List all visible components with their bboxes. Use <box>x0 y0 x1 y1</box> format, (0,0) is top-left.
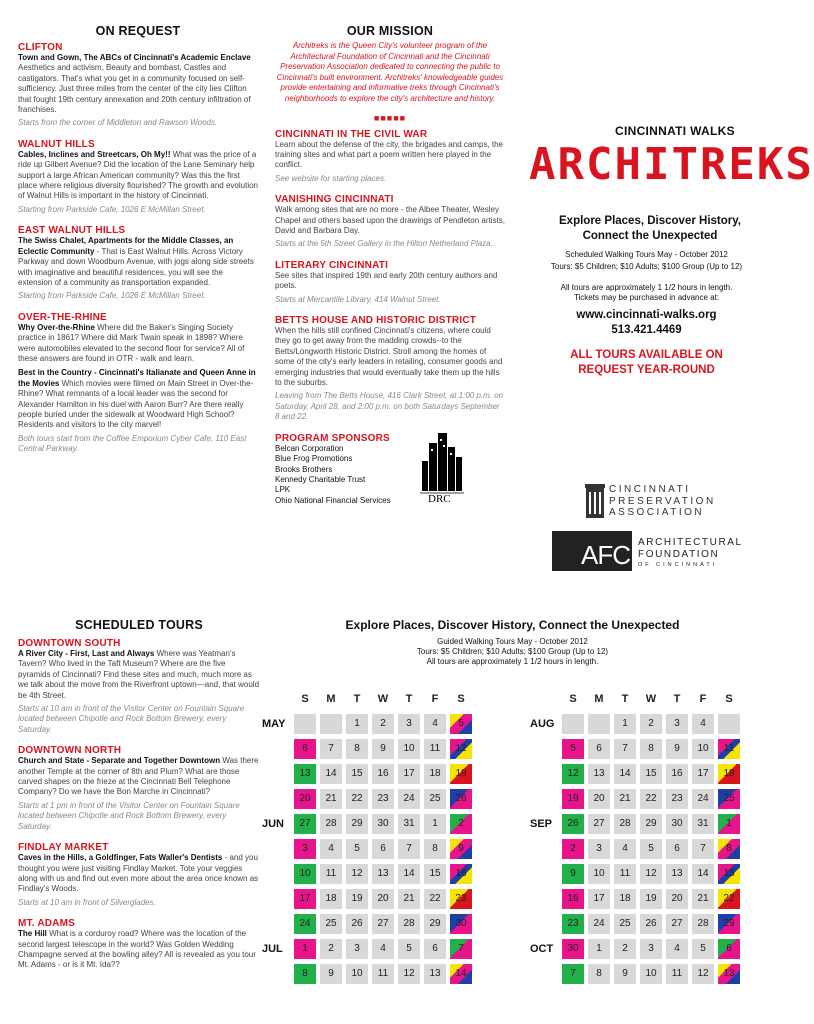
weekday-label: F <box>431 692 439 705</box>
calendar-week <box>262 936 476 961</box>
calendar-day: 16 <box>666 764 688 784</box>
calendar-day: 7 <box>614 739 636 759</box>
calendar-day: 24 <box>398 789 420 809</box>
calendar-day: 1 <box>424 814 446 834</box>
sponsor-item: Kennedy Charitable Trust <box>275 474 366 484</box>
section-text: The Hill What is a corduroy road? Where was the location of the second largest telescope in the world? Was Golden Wedding Champagne served at the bowling alley? All is revealed as you tour Mt. Adams - or is it Mt. Ida?? <box>18 929 256 970</box>
calendar-day: 22 <box>718 889 740 909</box>
section-text: Cables, Inclines and Streetcars, Oh My!! What was the price of a ride up Gilbert Avenue? Did the location of the Lane Seminary help support a large African American community? Was this the first place where religious diversity flourished? The growth and evolution of Walnut Hills is important in the history of Cincinnati. <box>18 149 258 201</box>
cincinnati-walks: CINCINNATI WALKS <box>615 124 735 138</box>
calendar-day: 11 <box>372 964 394 984</box>
calendar-day: 30 <box>562 939 584 959</box>
calendar-day: 13 <box>718 964 740 984</box>
calendar-day: 12 <box>450 739 472 759</box>
calendar-day: 12 <box>562 764 584 784</box>
calendar-day: 24 <box>294 914 316 934</box>
calendar-day: 28 <box>692 914 714 934</box>
section-heading: WALNUT HILLS <box>18 138 95 150</box>
on-request-title: ON REQUEST <box>95 24 181 38</box>
calendar-day: 17 <box>588 889 610 909</box>
afc-line: FOUNDATION <box>638 548 720 560</box>
section-heading: BETTS HOUSE AND HISTORIC DISTRICT <box>275 315 477 327</box>
calendar-day: 1 <box>718 814 740 834</box>
calendar-day: 22 <box>424 889 446 909</box>
weekday-label: S <box>725 692 733 705</box>
calendar-day: 24 <box>588 914 610 934</box>
weekday-label: T <box>621 692 629 705</box>
calendar-day: 7 <box>320 739 342 759</box>
calendar-week <box>262 811 476 836</box>
calendar-day: 5 <box>640 839 662 859</box>
calendar-week <box>530 761 744 786</box>
available-notice: ALL TOURS AVAILABLE ON REQUEST YEAR-ROUND <box>570 349 723 376</box>
sponsor-item: Blue Frog Promotions <box>275 454 353 464</box>
weekday-label: M <box>326 692 336 705</box>
calendar-day: 29 <box>424 914 446 934</box>
calendar-day: 2 <box>640 714 662 734</box>
calendar-day: 6 <box>588 739 610 759</box>
calendar-day: 10 <box>640 964 662 984</box>
calendar-day: 16 <box>450 864 472 884</box>
calendar-may-jul <box>262 686 476 986</box>
section-text: Caves in the Hills, a Goldfinger, Fats Waller's Dentists - and you thought you were just visiting Findlay Market. Tote your veggies along with us and find out even more about the area once known as Findlay's Woods. <box>18 853 259 894</box>
calendar-day: 30 <box>666 814 688 834</box>
month-label: OCT <box>530 942 554 955</box>
calendar-day: 29 <box>346 814 368 834</box>
section-start: Starting from Parkside Cafe, 1026 E McMillan Street. <box>18 204 206 214</box>
calendar-day: 12 <box>692 964 714 984</box>
calendar-day: 2 <box>562 839 584 859</box>
section-start: Starts at 10 am in front of the Visitor Center on Fountain Square located between Chipotle and Rock Bottom Brewery, every Saturday. <box>18 704 245 734</box>
calendar-day: 1 <box>346 714 368 734</box>
divider-dots: ■■■■■ <box>373 112 407 123</box>
calendar-day: 30 <box>372 814 394 834</box>
calendar-day: 17 <box>398 764 420 784</box>
building-icon <box>585 484 605 518</box>
calendar-day: 26 <box>640 914 662 934</box>
calendar-day: 3 <box>640 939 662 959</box>
calendar-day: 20 <box>372 889 394 909</box>
calendar-day: 29 <box>718 914 740 934</box>
section-heading: CINCINNATI IN THE CIVIL WAR <box>275 128 428 140</box>
phone-number: 513.421.4469 <box>611 324 682 336</box>
section-heading: FINDLAY MARKET <box>18 842 109 854</box>
calendar-day: 25 <box>320 914 342 934</box>
calendar-day: 18 <box>424 764 446 784</box>
calendar-day: 1 <box>294 939 316 959</box>
calendar-day: 15 <box>424 864 446 884</box>
calendar-day: 4 <box>320 839 342 859</box>
calendar-day <box>588 714 610 734</box>
sponsors-block <box>275 433 505 509</box>
cpa-line: CINCINNATI <box>609 484 691 495</box>
section-start: Starts at 10 am in front of Silverglades. <box>18 897 156 907</box>
calendar-day: 11 <box>614 864 636 884</box>
calendar-day: 6 <box>294 739 316 759</box>
calendar-week <box>262 786 476 811</box>
weekday-label: W <box>377 692 389 705</box>
calendar-day: 2 <box>320 939 342 959</box>
month-label: AUG <box>530 717 555 730</box>
brand-tagline: Explore Places, Discover History, Connect the Unexpected <box>559 215 741 242</box>
calendar-day: 17 <box>294 889 316 909</box>
scheduled-column <box>18 618 260 971</box>
calendar-day: 13 <box>424 964 446 984</box>
calendar-day: 8 <box>718 839 740 859</box>
calendar-day: 28 <box>320 814 342 834</box>
calendar-day: 3 <box>294 839 316 859</box>
calendar-day: 17 <box>692 764 714 784</box>
cpa-logo <box>585 484 765 520</box>
section-heading: DOWNTOWN SOUTH <box>18 638 121 649</box>
calendar-day: 21 <box>692 889 714 909</box>
calendar-day: 28 <box>398 914 420 934</box>
brand-length: All tours are approximately 1 1/2 hours in length. <box>560 283 733 292</box>
calendar-day: 2 <box>372 714 394 734</box>
month-label: JUN <box>262 817 285 830</box>
calendar-day: 11 <box>666 964 688 984</box>
calendar-day: 10 <box>398 739 420 759</box>
section-start: Starts at 1 pm in front of the Visitor Center on Fountain Square located between Chipotle and Rock Bottom Brewery, every Saturday. <box>18 800 240 831</box>
weekday-label: T <box>673 692 681 705</box>
calendar-day: 2 <box>614 939 636 959</box>
calendar-week <box>262 736 476 761</box>
section-start: Starts from the corner of Middleton and Rawson Woods. <box>18 118 218 128</box>
calendar-day: 3 <box>398 714 420 734</box>
calendar-day: 30 <box>450 914 472 934</box>
calendar-day <box>294 714 316 734</box>
mission-column <box>275 24 505 509</box>
calendar-day: 9 <box>614 964 636 984</box>
calendar-day: 12 <box>398 964 420 984</box>
weekday-label: S <box>301 692 309 705</box>
calendar-day: 2 <box>450 814 472 834</box>
section-start: See website for starting places. <box>275 173 387 183</box>
section-heading: CLIFTON <box>18 42 63 53</box>
calendar-day: 31 <box>398 814 420 834</box>
calendar-week <box>262 911 476 936</box>
calendar-week <box>262 861 476 886</box>
calendar-header <box>275 618 750 667</box>
calendar-day: 28 <box>614 814 636 834</box>
calendar-day-header <box>530 686 744 711</box>
calendar-week <box>530 786 744 811</box>
brand-tickets: Tickets may be purchased in advance at: <box>573 293 720 302</box>
calendar-day: 31 <box>692 814 714 834</box>
sponsor-item: Belcan Corporation <box>275 443 344 453</box>
skyline-icon <box>420 433 464 495</box>
calendar-day: 7 <box>450 939 472 959</box>
section-heading: MT. ADAMS <box>18 918 75 930</box>
calendar-day: 3 <box>346 939 368 959</box>
calendar-day: 23 <box>562 914 584 934</box>
calendar-day: 7 <box>398 839 420 859</box>
calendar-day: 4 <box>372 939 394 959</box>
sponsor-item: Brooks Brothers <box>275 464 333 474</box>
calendar-day: 19 <box>640 889 662 909</box>
calendar-week <box>530 911 744 936</box>
calendar-day: 6 <box>424 939 446 959</box>
calendar-day: 12 <box>346 864 368 884</box>
calendar-day: 11 <box>718 739 740 759</box>
afc-mark: AFC <box>581 540 630 570</box>
calendar-day: 18 <box>614 889 636 909</box>
calendar-day: 23 <box>450 889 472 909</box>
calendar-day: 18 <box>320 889 342 909</box>
calendar-day: 8 <box>294 964 316 984</box>
calendar-day: 9 <box>450 839 472 859</box>
section-heading: DOWNTOWN NORTH <box>18 745 122 757</box>
weekday-label: W <box>645 692 657 705</box>
calendar-day: 9 <box>666 739 688 759</box>
calendar-day: 6 <box>372 839 394 859</box>
architreks-logo <box>529 139 814 190</box>
month-label: MAY <box>262 717 286 730</box>
calendar-day: 21 <box>398 889 420 909</box>
calendar-week <box>530 836 744 861</box>
calendar-day: 9 <box>320 964 342 984</box>
calendar-day: 4 <box>666 939 688 959</box>
mission-text: Architreks is the Queen City's volunteer program of the Architectural Foundation of Cincinnati and the Cincinnati Preservation Association dedicated to connecting the public to Cincinnati's built environment. Architreks' knowledgeable guides provide entertaining and informative treks through Cincinnati's neighborhoods to explore the city's architecture and history. <box>276 41 504 103</box>
calendar-day: 6 <box>666 839 688 859</box>
calendar-day: 19 <box>346 889 368 909</box>
calendar-day: 4 <box>692 714 714 734</box>
calendar-day: 15 <box>640 764 662 784</box>
sponsors-title: PROGRAM SPONSORS <box>275 432 390 444</box>
calendar-aug-oct <box>530 686 744 986</box>
calendar-day: 13 <box>666 864 688 884</box>
calendar-day: 10 <box>692 739 714 759</box>
calendar-day: 29 <box>640 814 662 834</box>
section-text: See sites that inspired 19th and early 20th century authors and poets. <box>275 270 498 291</box>
section-start: Starts at Mercantile Library, 414 Walnut Street. <box>275 294 441 304</box>
calendar-day: 14 <box>320 764 342 784</box>
calendar-day: 1 <box>588 939 610 959</box>
weekday-label: T <box>405 692 413 705</box>
calendar-day: 10 <box>346 964 368 984</box>
calendar-day: 26 <box>346 914 368 934</box>
section-heading: OVER-THE-RHINE <box>18 311 107 323</box>
calendar-week <box>530 736 744 761</box>
calendar-day: 20 <box>588 789 610 809</box>
calendar-day: 22 <box>346 789 368 809</box>
calendar-day <box>320 714 342 734</box>
calendar-day: 5 <box>450 714 472 734</box>
calendar-week <box>530 811 744 836</box>
calendar-day: 15 <box>718 864 740 884</box>
section-text: Learn about the defense of the city, the brigades and camps, the training sites and what part a poem written here played in the conflict. <box>275 139 504 170</box>
calendar-day: 13 <box>294 764 316 784</box>
calendar-day: 27 <box>294 814 316 834</box>
calendar-day: 16 <box>372 764 394 784</box>
calendar-day: 16 <box>562 889 584 909</box>
sponsor-item: LPK <box>275 485 291 495</box>
calendar-line: Tours: $5 Children; $10 Adults; $100 Group (Up to 12) <box>416 647 609 656</box>
calendar-day: 8 <box>588 964 610 984</box>
sponsor-item: Ohio National Financial Services <box>275 495 391 505</box>
calendar-day: 8 <box>424 839 446 859</box>
calendar-week <box>530 886 744 911</box>
calendar-day <box>562 714 584 734</box>
calendar-day-header <box>262 686 476 711</box>
calendar-day <box>718 714 740 734</box>
calendar-day: 3 <box>588 839 610 859</box>
calendar-day: 7 <box>692 839 714 859</box>
calendar-day: 5 <box>346 839 368 859</box>
calendar-day: 14 <box>398 864 420 884</box>
brand-prices: Tours: $5 Children; $10 Adults; $100 Group (Up to 12) <box>550 262 743 271</box>
section-heading: VANISHING CINCINNATI <box>275 194 394 206</box>
section-text: Why Over-the-Rhine Where did the Baker's Singing Society practice in 1861? Where did Mark Twain speak in 1898? Where were automobiles elevated to the second floor for service? All of these answers are found in OTR - walk and learn. <box>18 322 245 363</box>
calendar-day: 8 <box>640 739 662 759</box>
calendar-day: 1 <box>614 714 636 734</box>
afc-line: OF CINCINNATI <box>638 562 718 568</box>
calendar-day: 11 <box>424 739 446 759</box>
afc-logo <box>552 531 768 571</box>
weekday-label: S <box>569 692 577 705</box>
calendar-day: 22 <box>640 789 662 809</box>
section-text: A River City - First, Last and Always Where was Yeatman's Tavern? Who lived in the Taft Museum? Where are the five pyramids of Cincinnati? Find these sites and much, much more as we talk about the move from the Riverfront uptown—and, that would be 4th Street. <box>18 649 260 700</box>
calendar-day: 13 <box>372 864 394 884</box>
section-text: The Swiss Chalet, Apartments for the Middle Classes, an Eclectic Community - That is East Walnut Hills. Across Victory Parkway and down Woodburn Avenue, with jogs along side streets with imaginative and beautiful residences, you will see the extension of a community as transportation expanded. <box>18 236 254 287</box>
calendar-day: 4 <box>424 714 446 734</box>
calendar-day: 12 <box>640 864 662 884</box>
calendar-day: 5 <box>562 739 584 759</box>
calendar-line: Guided Walking Tours May - October 2012 <box>437 637 588 646</box>
weekday-label: S <box>457 692 465 705</box>
section-start: Both tours start from the Coffee Emporium Cyber Cafe, 110 East Central Parkway. <box>18 433 247 454</box>
calendar-day: 5 <box>398 939 420 959</box>
afc-line: ARCHITECTURAL <box>638 537 743 548</box>
calendar-day: 14 <box>692 864 714 884</box>
section-start: Starts at the 5th Street Gallery in the Hilton Netherland Plaza. <box>275 239 493 249</box>
calendar-day: 21 <box>320 789 342 809</box>
month-label: SEP <box>530 817 553 830</box>
calendar-week <box>262 761 476 786</box>
section-text: Town and Gown, The ABCs of Cincinnati's Academic Enclave Aesthetics and activism, Beauty and bombast, Castles and castigators. That's what you get in a community focused on self-sufficiency. Just three miles from the center of the city lies Clifton that fought 19th century annexation and 20th century infiltration of franchises. <box>18 53 251 115</box>
calendar-day: 15 <box>346 764 368 784</box>
calendar-day: 24 <box>692 789 714 809</box>
calendar-day: 11 <box>320 864 342 884</box>
calendar-day: 20 <box>294 789 316 809</box>
section-text: Best in the Country - Cincinnati's Italianate and Queen Anne in the Movies Which movies were filmed on Main Street in Over-the-Rhine? What remnants of a local leader was the second for Alexander Hamilton in his duel with Aaron Burr? Are there really people buried under the sidewalk at Woodward High School? Residents and visitors to the city marvel! <box>18 368 256 430</box>
weekday-label: M <box>594 692 604 705</box>
weekday-label: T <box>353 692 361 705</box>
calendar-week <box>262 886 476 911</box>
calendar-day: 23 <box>372 789 394 809</box>
calendar-day: 7 <box>562 964 584 984</box>
calendar-day: 26 <box>562 814 584 834</box>
calendar-day: 5 <box>692 939 714 959</box>
calendar-day: 27 <box>588 814 610 834</box>
calendar-day: 20 <box>666 889 688 909</box>
cpa-line: PRESERVATION <box>609 495 716 507</box>
calendar-week <box>530 711 744 736</box>
calendar-day: 25 <box>718 789 740 809</box>
calendar-day: 19 <box>450 764 472 784</box>
calendar-day: 14 <box>450 964 472 984</box>
section-text: Church and State - Separate and Together Downtown Was there another Temple at the corner of 8th and Plum? What are those carved shapes on the frieze at the Cincinnati Bell Telephone Company? Do we have the Bon Marche in Cincinnati? <box>18 756 259 797</box>
brand-schedule: Scheduled Walking Tours May - October 2012 <box>565 250 728 259</box>
calendar-title: Explore Places, Discover History, Connect the Unexpected <box>345 618 680 632</box>
calendar-day: 10 <box>588 864 610 884</box>
section-text: Walk among sites that are no more - the Albee Theater, Wesley Chapel and others based upon the drawings of Pendleton artists, David and Barbara Day. <box>275 205 505 235</box>
section-heading: EAST WALNUT HILLS <box>18 225 126 237</box>
calendar-day: 10 <box>294 864 316 884</box>
calendar-day: 27 <box>372 914 394 934</box>
section-start: Leaving from The Betts House, 416 Clark Street, at 1:00 p.m. on Saturday, April 28, and 2:00 p.m. on both Saturdays September 8 and 22. <box>275 391 504 422</box>
calendar-day: 26 <box>450 789 472 809</box>
calendar-day: 3 <box>666 714 688 734</box>
month-label: JUL <box>262 942 283 955</box>
calendar-day: 25 <box>614 914 636 934</box>
calendar-week <box>262 836 476 861</box>
on-request-column <box>18 24 258 455</box>
website-link[interactable]: www.cincinnati-walks.org <box>576 309 717 321</box>
cpa-line: ASSOCIATION <box>609 507 705 518</box>
calendar-day: 8 <box>346 739 368 759</box>
calendar-day: 9 <box>562 864 584 884</box>
mission-title: OUR MISSION <box>346 24 434 38</box>
architreks-logo-text: ARCHITREKS <box>529 139 814 190</box>
calendar-day: 14 <box>614 764 636 784</box>
calendar-day: 4 <box>614 839 636 859</box>
calendar-day: 13 <box>588 764 610 784</box>
drc-label: DRC <box>428 492 451 505</box>
calendar-day: 27 <box>666 914 688 934</box>
calendar-day: 18 <box>718 764 740 784</box>
calendar-day: 19 <box>562 789 584 809</box>
section-text: When the hills still confined Cincinnati's citizens, where could they go to get away from the madding crowds--to the Betts/Longworth Historic District. Stroll among the homes of some of the city's early leaders in retailing, consumer goods and emerging industries that would eventually take them up the hills to the suburbs. <box>275 326 503 388</box>
scheduled-title: SCHEDULED TOURS <box>75 618 203 632</box>
calendar-week <box>530 936 744 961</box>
calendar-day: 9 <box>372 739 394 759</box>
calendar-line: All tours are approximately 1 1/2 hours in length. <box>426 657 599 666</box>
drc-logo <box>420 433 464 509</box>
calendar-day: 6 <box>718 939 740 959</box>
calendar-week <box>530 861 744 886</box>
calendar-week <box>262 961 476 986</box>
calendar-week <box>262 711 476 736</box>
section-heading: LITERARY CINCINNATI <box>275 259 389 271</box>
calendar-week <box>530 961 744 986</box>
section-start: Starting from Parkside Cafe, 1026 E McMillan Street. <box>18 291 206 301</box>
weekday-label: F <box>699 692 707 705</box>
calendar-day: 23 <box>666 789 688 809</box>
calendar-day: 25 <box>424 789 446 809</box>
calendar-day: 21 <box>614 789 636 809</box>
